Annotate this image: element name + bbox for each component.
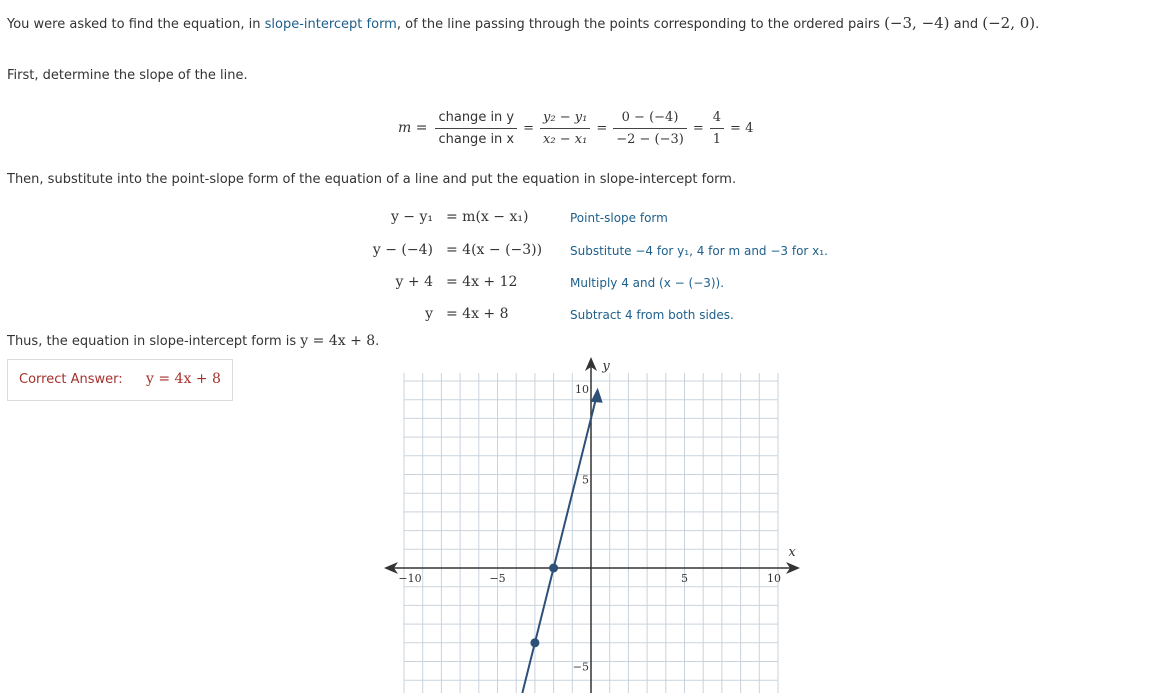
derivation-rhs: = 4x + 8 [446, 306, 509, 322]
x-axis-label: x [788, 545, 796, 560]
data-point [530, 638, 539, 647]
slope-equation: m = $\frac{\text{change in y}}{\text{change in x}}$ = $\frac{\text{y₂ − y₁}}{\text{x₂ − x₁}}$ = $\frac{0 - (-4)}{-2 - (-3)}$ = $\frac{4}{1}$ = 4 [398, 109, 754, 147]
x-tick-label: 10 [767, 572, 781, 585]
fraction-change: $\frac{\text{change in y}}{\text{change in x}}$ [435, 110, 517, 147]
axis-labels [398, 359, 796, 674]
intro-text: You were asked to find the equation, in slope-intercept form, of the line passing through the points corresponding to the ordered pairs (−3, −4) and (−2, 0). [7, 14, 1040, 32]
y-axis-label: y [602, 359, 610, 374]
x-tick-label: −5 [489, 572, 506, 585]
y-tick-label: −5 [572, 660, 589, 674]
derivation-note: Substitute −4 for y₁, 4 for m and −3 for x₁. [570, 244, 828, 258]
derivation-note: Subtract 4 from both sides. [570, 308, 734, 322]
derivation-note: Multiply 4 and (x − (−3)). [570, 276, 725, 290]
slope-result: = 4 [730, 120, 754, 136]
data-point [549, 564, 558, 573]
conclusion-equation: y = 4x + 8 [300, 333, 376, 349]
fraction-values: $\frac{0 - (-4)}{-2 - (-3)}$ [613, 110, 687, 147]
solution-line [522, 400, 595, 693]
derivation-rhs: = 4x + 12 [446, 274, 518, 290]
fraction-simplified: $\frac{4}{1}$ [710, 110, 724, 147]
x-tick-label: −10 [398, 572, 422, 585]
correct-answer-label: Correct Answer: [19, 372, 123, 387]
y-tick-label: 5 [582, 473, 589, 487]
derivation-rhs: = 4(x − (−3)) [446, 242, 543, 258]
conclusion-text: Thus, the equation in slope-intercept form is y = 4x + 8. [7, 333, 380, 349]
derivation-note: Point-slope form [570, 211, 668, 225]
y-tick-label: 10 [575, 383, 589, 396]
derivation-lhs: y − y₁ [390, 209, 433, 225]
step-2-text: Then, substitute into the point-slope form of the equation of a line and put the equation in slope-intercept form. [7, 172, 737, 187]
derivation-lhs: y − (−4) [372, 242, 433, 258]
x-tick-label: 5 [681, 572, 688, 585]
derivation-lhs: y [425, 306, 433, 322]
slope-intercept-link[interactable]: slope-intercept form [264, 17, 397, 32]
step-1-text: First, determine the slope of the line. [7, 68, 248, 83]
derivation-lhs: y + 4 [395, 274, 433, 290]
fraction-coords: $\frac{\text{y₂ − y₁}}{\text{x₂ − x₁}}$ [540, 110, 590, 147]
line-arrow [591, 388, 603, 403]
point-2: (−2, 0) [982, 14, 1036, 32]
derivation-rhs: = m(x − x₁) [446, 209, 529, 225]
correct-answer-value: y = 4x + 8 [146, 371, 221, 387]
point-1: (−3, −4) [884, 14, 950, 32]
